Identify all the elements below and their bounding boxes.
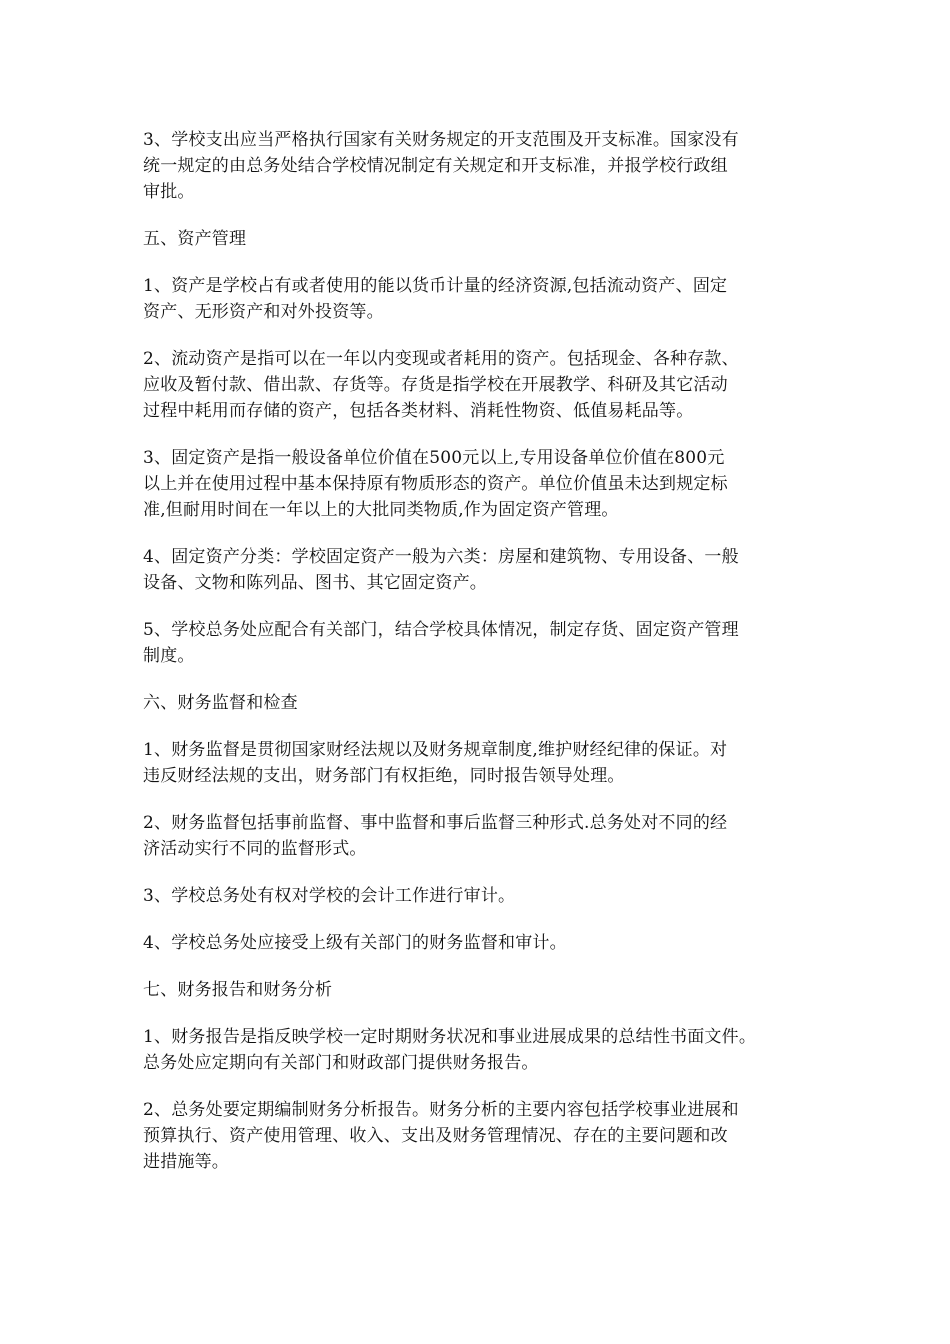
paragraph-line: 3、固定资产是指一般设备单位价值在500元以上,专用设备单位价值在800元 xyxy=(143,448,725,468)
document-body xyxy=(143,127,815,1196)
paragraph-line: 制度。 xyxy=(143,646,195,666)
paragraph-line: 应收及暂付款、借出款、存货等。存货是指学校在开展教学、科研及其它活动 xyxy=(143,375,728,395)
section-heading: 六、财务监督和检查 xyxy=(143,693,298,713)
paragraph-line: 1、资产是学校占有或者使用的能以货币计量的经济资源,包括流动资产、固定 xyxy=(143,276,728,296)
paragraph-line: 准,但耐用时间在一年以上的大批同类物质,作为固定资产管理。 xyxy=(143,500,619,520)
paragraph-line: 以上并在使用过程中基本保持原有物质形态的资产。单位价值虽未达到规定标 xyxy=(143,474,728,494)
paragraph-line: 2、流动资产是指可以在一年以内变现或者耗用的资产。包括现金、各种存款、 xyxy=(143,349,739,369)
paragraph xyxy=(143,445,815,523)
paragraph xyxy=(143,273,815,325)
paragraph-line: 预算执行、资产使用管理、收入、支出及财务管理情况、存在的主要问题和改 xyxy=(143,1126,728,1146)
paragraph xyxy=(143,737,815,789)
paragraph-line: 进措施等。 xyxy=(143,1152,229,1172)
paragraph-line: 违反财经法规的支出，财务部门有权拒绝，同时报告领导处理。 xyxy=(143,766,625,786)
paragraph xyxy=(143,1097,815,1175)
paragraph-line: 4、学校总务处应接受上级有关部门的财务监督和审计。 xyxy=(143,933,567,953)
paragraph-line: 2、总务处要定期编制财务分析报告。财务分析的主要内容包括学校事业进展和 xyxy=(143,1100,739,1120)
paragraph xyxy=(143,617,815,669)
paragraph-line: 总务处应定期向有关部门和财政部门提供财务报告。 xyxy=(143,1053,539,1073)
paragraph xyxy=(143,930,815,956)
paragraph xyxy=(143,127,815,205)
section-heading: 七、财务报告和财务分析 xyxy=(143,980,333,1000)
paragraph xyxy=(143,346,815,424)
paragraph-line: 4、固定资产分类：学校固定资产一般为六类：房屋和建筑物、专用设备、一般 xyxy=(143,547,739,567)
paragraph-line: 5、学校总务处应配合有关部门，结合学校具体情况，制定存货、固定资产管理 xyxy=(143,620,739,640)
paragraph xyxy=(143,544,815,596)
section-heading: 五、资产管理 xyxy=(143,229,247,249)
paragraph-line: 设备、文物和陈列品、图书、其它固定资产。 xyxy=(143,573,487,593)
paragraph xyxy=(143,883,815,909)
paragraph-line: 资产、无形资产和对外投资等。 xyxy=(143,302,384,322)
paragraph-line: 济活动实行不同的监督形式。 xyxy=(143,839,367,859)
paragraph-line: 过程中耗用而存储的资产，包括各类材料、消耗性物资、低值易耗品等。 xyxy=(143,401,694,421)
paragraph-line: 2、财务监督包括事前监督、事中监督和事后监督三种形式.总务处对不同的经 xyxy=(143,813,728,833)
paragraph-line: 3、学校总务处有权对学校的会计工作进行审计。 xyxy=(143,886,516,906)
paragraph-line: 1、财务监督是贯彻国家财经法规以及财务规章制度,维护财经纪律的保证。对 xyxy=(143,740,728,760)
paragraph xyxy=(143,1024,815,1076)
paragraph-line: 审批。 xyxy=(143,182,195,202)
paragraph-line: 1、财务报告是指反映学校一定时期财务状况和事业进展成果的总结性书面文件。 xyxy=(143,1027,757,1047)
paragraph-line: 3、学校支出应当严格执行国家有关财务规定的开支范围及开支标准。国家没有 xyxy=(143,130,739,150)
paragraph xyxy=(143,810,815,862)
paragraph-line: 统一规定的由总务处结合学校情况制定有关规定和开支标准，并报学校行政组 xyxy=(143,156,728,176)
